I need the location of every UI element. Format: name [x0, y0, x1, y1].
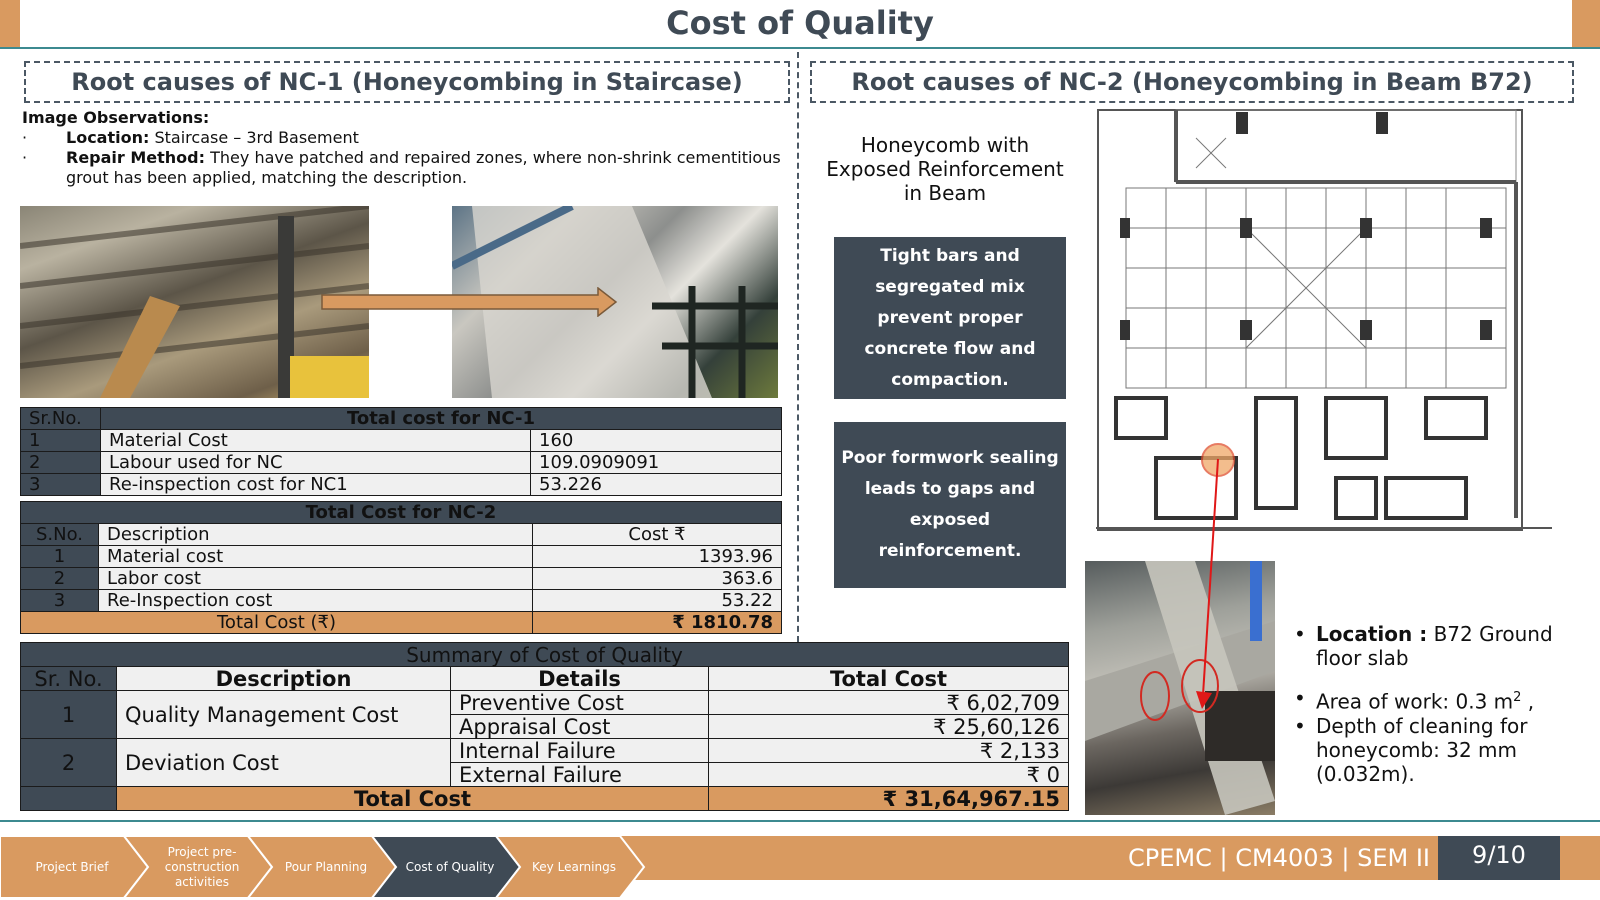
table-cell — [21, 787, 117, 811]
table-cell: 1393.96 — [533, 546, 782, 568]
table-header-row — [21, 667, 1069, 691]
table-cell: 160 — [531, 430, 782, 452]
nav-cost-of-quality[interactable]: Cost of Quality — [405, 859, 495, 874]
table-row — [21, 452, 782, 474]
depth-text: Depth of cleaning for honeycomb: 32 mm (0.032m). — [1316, 713, 1528, 786]
table-cell: Re-inspection cost for NC1 — [101, 474, 531, 496]
table-cell: Labor cost — [99, 568, 533, 590]
table-cell: ₹ 2,133 — [709, 739, 1069, 763]
table-cell: 53.22 — [533, 590, 782, 612]
repair-label: Repair Method: — [66, 148, 206, 167]
table-cell: 363.6 — [533, 568, 782, 590]
footer-nav-labels — [0, 836, 660, 898]
table-cell: Internal Failure — [451, 739, 709, 763]
repair-value: They have patched and repaired zones, where non-shrink cementitious grout has been applied, matching the description. — [66, 148, 781, 187]
table-title-row — [21, 643, 1069, 667]
footer-divider — [0, 820, 1600, 822]
nav-pour-planning[interactable]: Pour Planning — [284, 859, 368, 874]
table-cell: 2 — [21, 739, 117, 787]
table-title-row — [21, 502, 782, 524]
table-header-cell: Sr.No. — [21, 408, 101, 430]
table-total-row — [21, 612, 782, 634]
total-label: Total Cost (₹) — [21, 612, 533, 634]
table-cell: ₹ 0 — [709, 763, 1069, 787]
table-row — [21, 568, 782, 590]
table-row — [21, 474, 782, 496]
table-header-cell: Description — [117, 667, 451, 691]
observation-repair — [22, 148, 782, 188]
section-divider — [797, 52, 799, 642]
table-row — [21, 430, 782, 452]
table-cell: 2 — [21, 452, 101, 474]
nav-pre-construction[interactable]: Project pre-construction activities — [164, 844, 240, 889]
table-row — [21, 590, 782, 612]
table-cell: 53.226 — [531, 474, 782, 496]
observation-location — [22, 128, 782, 148]
table-row — [21, 739, 1069, 763]
table-cell: Re-Inspection cost — [99, 590, 533, 612]
root-cause-box-2 — [834, 422, 1066, 588]
table-cell: 2 — [21, 568, 99, 590]
nc1-cost-table — [20, 407, 782, 496]
table-cell: Quality Management Cost — [117, 691, 451, 739]
table-row — [21, 691, 1069, 715]
table-total-row — [21, 787, 1069, 811]
table-cell: Deviation Cost — [117, 739, 451, 787]
image-observations — [22, 108, 782, 188]
summary-total-value: ₹ 31,64,967.15 — [709, 787, 1069, 811]
table-header-cell: S.No. — [21, 524, 99, 546]
table-header-cell: Details — [451, 667, 709, 691]
nc2-cost-table — [20, 501, 782, 634]
table-cell: Preventive Cost — [451, 691, 709, 715]
summary-table — [20, 642, 1069, 811]
table-header-cell: Total cost for NC-1 — [101, 408, 782, 430]
summary-total-label: Total Cost — [117, 787, 709, 811]
table-cell: 1 — [21, 691, 117, 739]
table-cell: ₹ 6,02,709 — [709, 691, 1069, 715]
table-header-row — [21, 524, 782, 546]
table-cell: ₹ 25,60,126 — [709, 715, 1069, 739]
table-cell: Labour used for NC — [101, 452, 531, 474]
bullet: · — [22, 148, 28, 167]
location-pointer-arrow — [1190, 455, 1230, 715]
nav-project-brief[interactable]: Project Brief — [35, 859, 109, 874]
table-header-cell: Total Cost — [709, 667, 1069, 691]
table-cell: Material cost — [99, 546, 533, 568]
root-cause-box-1 — [834, 237, 1066, 399]
total-value: ₹ 1810.78 — [533, 612, 782, 634]
table-cell: 1 — [21, 430, 101, 452]
nc2-heading: Root causes of NC-2 (Honeycombing in Beam B72) — [810, 61, 1574, 103]
bullet: • — [1294, 686, 1306, 710]
table-header-cell: Description — [99, 524, 533, 546]
area-item — [1292, 686, 1592, 714]
summary-title: Summary of Cost of Quality — [21, 643, 1069, 667]
location-label: Location : — [1316, 622, 1428, 646]
area-suffix: , — [1521, 689, 1535, 714]
course-code: CPEMC | CM4003 | SEM II — [1128, 844, 1430, 872]
beam-site-photo — [1085, 561, 1275, 815]
nc1-heading: Root causes of NC-1 (Honeycombing in Staircase) — [24, 61, 790, 103]
table-cell: 3 — [21, 474, 101, 496]
table-cell: External Failure — [451, 763, 709, 787]
root-cause-text: Poor formwork sealing leads to gaps and exposed reinforcement. — [841, 448, 1059, 561]
table-title: Total Cost for NC-2 — [21, 502, 782, 524]
area-text: Area of work: 0.3 m — [1316, 689, 1514, 714]
depth-item — [1292, 714, 1592, 786]
before-after-arrow — [320, 287, 620, 317]
staircase-photo-before — [20, 206, 369, 398]
area-superscript: 2 — [1513, 690, 1522, 705]
location-label: Location: — [66, 128, 150, 147]
location-item — [1292, 622, 1592, 670]
table-cell: Material Cost — [101, 430, 531, 452]
bullet: • — [1294, 713, 1306, 738]
page-title: Cost of Quality — [666, 4, 934, 42]
table-header-row — [21, 408, 782, 430]
table-cell: Appraisal Cost — [451, 715, 709, 739]
nc2-details — [1292, 622, 1592, 786]
table-header-cell: Sr. No. — [21, 667, 117, 691]
table-cell: 3 — [21, 590, 99, 612]
honeycomb-caption: Honeycomb with Exposed Reinforcement in Beam — [826, 133, 1064, 205]
table-row — [21, 546, 782, 568]
bullet: · — [22, 128, 28, 147]
location-value: B72 Ground floor slab — [1316, 622, 1553, 670]
header-divider — [0, 47, 1600, 49]
beam-floor-plan — [1096, 108, 1552, 540]
table-header-cell: Cost ₹ — [533, 524, 782, 546]
location-value: Staircase – 3rd Basement — [154, 128, 359, 147]
table-cell: 1 — [21, 546, 99, 568]
table-cell: 109.0909091 — [531, 452, 782, 474]
root-cause-text: Tight bars and segregated mix prevent proper concrete flow and compaction. — [864, 245, 1036, 390]
page-number: 9/10 — [1438, 836, 1560, 880]
bullet: • — [1294, 622, 1306, 646]
nav-key-learnings[interactable]: Key Learnings — [532, 859, 616, 874]
observations-title: Image Observations: — [22, 108, 210, 127]
